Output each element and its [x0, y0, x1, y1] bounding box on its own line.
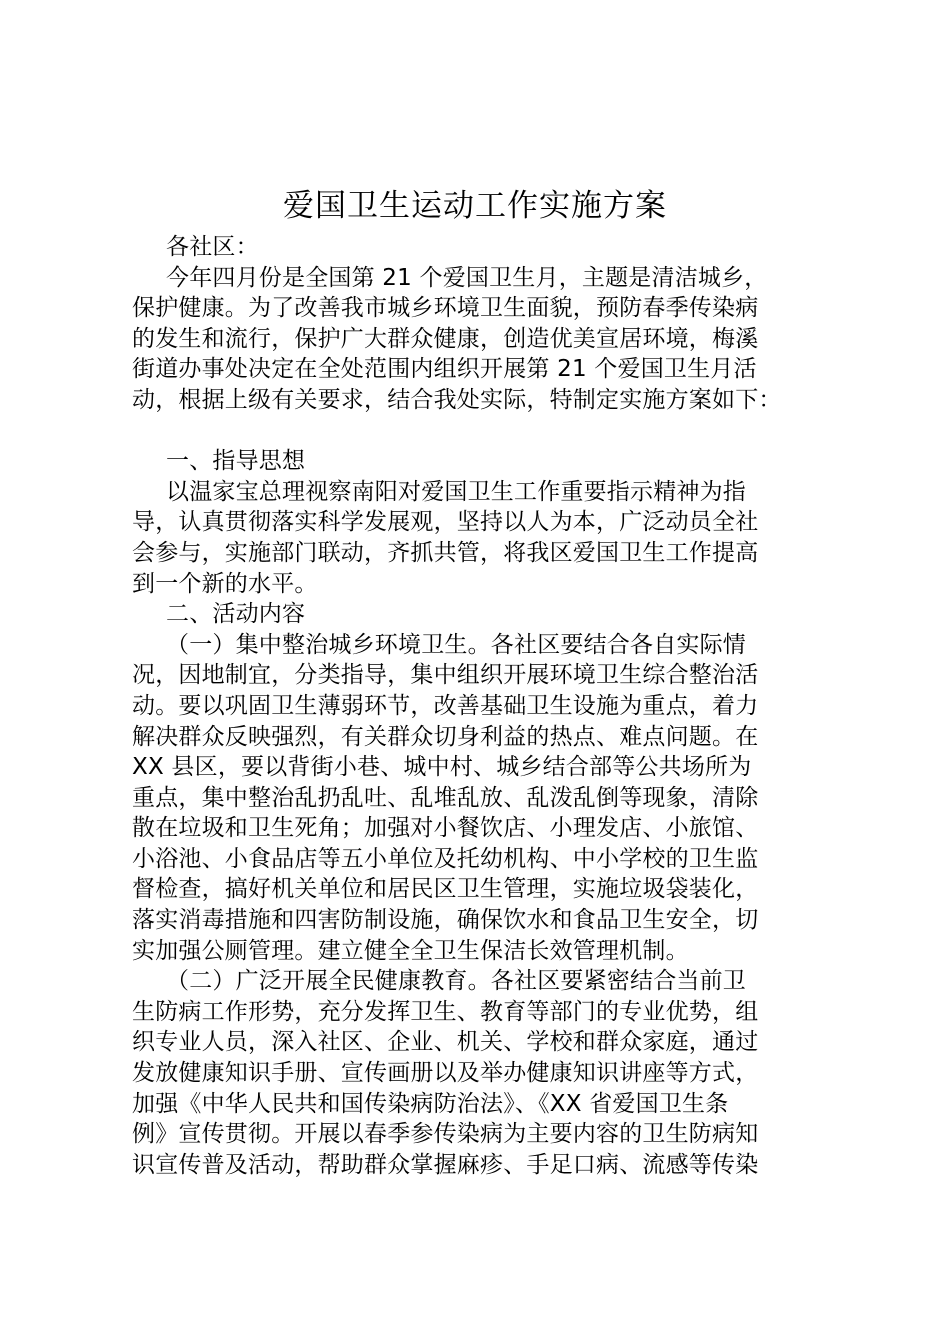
document-title: 爱国卫生运动工作实施方案 — [283, 188, 667, 224]
section-heading-1: 一、指导思想 — [166, 448, 306, 475]
section-2-item-1-line: 重点，集中整治乱扔乱吐、乱堆乱放、乱泼乱倒等现象，清除 — [132, 784, 759, 811]
intro-line: 今年四月份是全国第 21 个爱国卫生月，主题是清洁城乡， — [166, 264, 768, 291]
section-2-item-2-line: （二）广泛开展全民健康教育。各社区要紧密结合当前卫 — [166, 968, 746, 995]
section-2-item-1-line: 散在垃圾和卫生死角；加强对小餐饮店、小理发店、小旅馆、 — [132, 815, 759, 842]
document-body — [132, 232, 832, 1180]
section-2-item-1-line: 实加强公厕管理。建立健全全卫生保洁长效管理机制。 — [132, 937, 689, 964]
section-2-item-2-line: 发放健康知识手册、宣传画册以及举办健康知识讲座等方式， — [132, 1060, 759, 1087]
section-1-line: 以温家宝总理视察南阳对爱国卫生工作重要指示精神为指 — [166, 478, 746, 505]
intro-line: 动，根据上级有关要求，结合我处实际，特制定实施方案如下： — [132, 386, 782, 413]
section-heading-2: 二、活动内容 — [166, 601, 306, 628]
section-2-item-1-line: （一）集中整治城乡环境卫生。各社区要结合各自实际情 — [166, 631, 746, 658]
section-2-item-1-line: 落实消毒措施和四害防制设施，确保饮水和食品卫生安全，切 — [132, 907, 759, 934]
section-1-line: 会参与，实施部门联动，齐抓共管，将我区爱国卫生工作提高 — [132, 539, 759, 566]
section-2-item-1-line: XX 县区，要以背街小巷、城中村、城乡结合部等公共场所为 — [132, 754, 752, 781]
intro-line: 街道办事处决定在全处范围内组织开展第 21 个爱国卫生月活 — [132, 356, 757, 383]
section-2-item-2-line: 加强《中华人民共和国传染病防治法》、《XX 省爱国卫生条 — [132, 1090, 729, 1117]
section-2-item-1-line: 动。要以巩固卫生薄弱环节，改善基础卫生设施为重点，着力 — [132, 692, 759, 719]
section-2-item-2-line: 识宣传普及活动，帮助群众掌握麻疹、手足口病、流感等传染 — [132, 1151, 759, 1178]
intro-line: 的发生和流行，保护广大群众健康，创造优美宣居环境，梅溪 — [132, 325, 759, 352]
section-2-item-2-line: 织专业人员，深入社区、企业、机关、学校和群众家庭，通过 — [132, 1029, 759, 1056]
section-2-item-1-line: 况，因地制宜，分类指导，集中组织开展环境卫生综合整治活 — [132, 662, 759, 689]
section-2-item-2-line: 例》宣传贯彻。开展以春季参传染病为主要内容的卫生防病知 — [132, 1121, 759, 1148]
intro-line: 保护健康。为了改善我市城乡环境卫生面貌，预防春季传染病 — [132, 295, 759, 322]
section-2-item-1-line: 督检查，搞好机关单位和居民区卫生管理，实施垃圾袋装化， — [132, 876, 759, 903]
section-2-item-1-line: 解决群众反映强烈，有关群众切身利益的热点、难点问题。在 — [132, 723, 759, 750]
section-2-item-1-line: 小浴池、小食品店等五小单位及托幼机构、中小学校的卫生监 — [132, 845, 759, 872]
section-1-line: 导，认真贯彻落实科学发展观，坚持以人为本，广泛动员全社 — [132, 509, 759, 536]
section-1-line: 到一个新的水平。 — [132, 570, 318, 597]
salutation: 各社区： — [166, 234, 259, 260]
blank-line — [132, 416, 832, 447]
section-2-item-2-line: 生防病工作形势，充分发挥卫生、教育等部门的专业优势，组 — [132, 998, 759, 1025]
